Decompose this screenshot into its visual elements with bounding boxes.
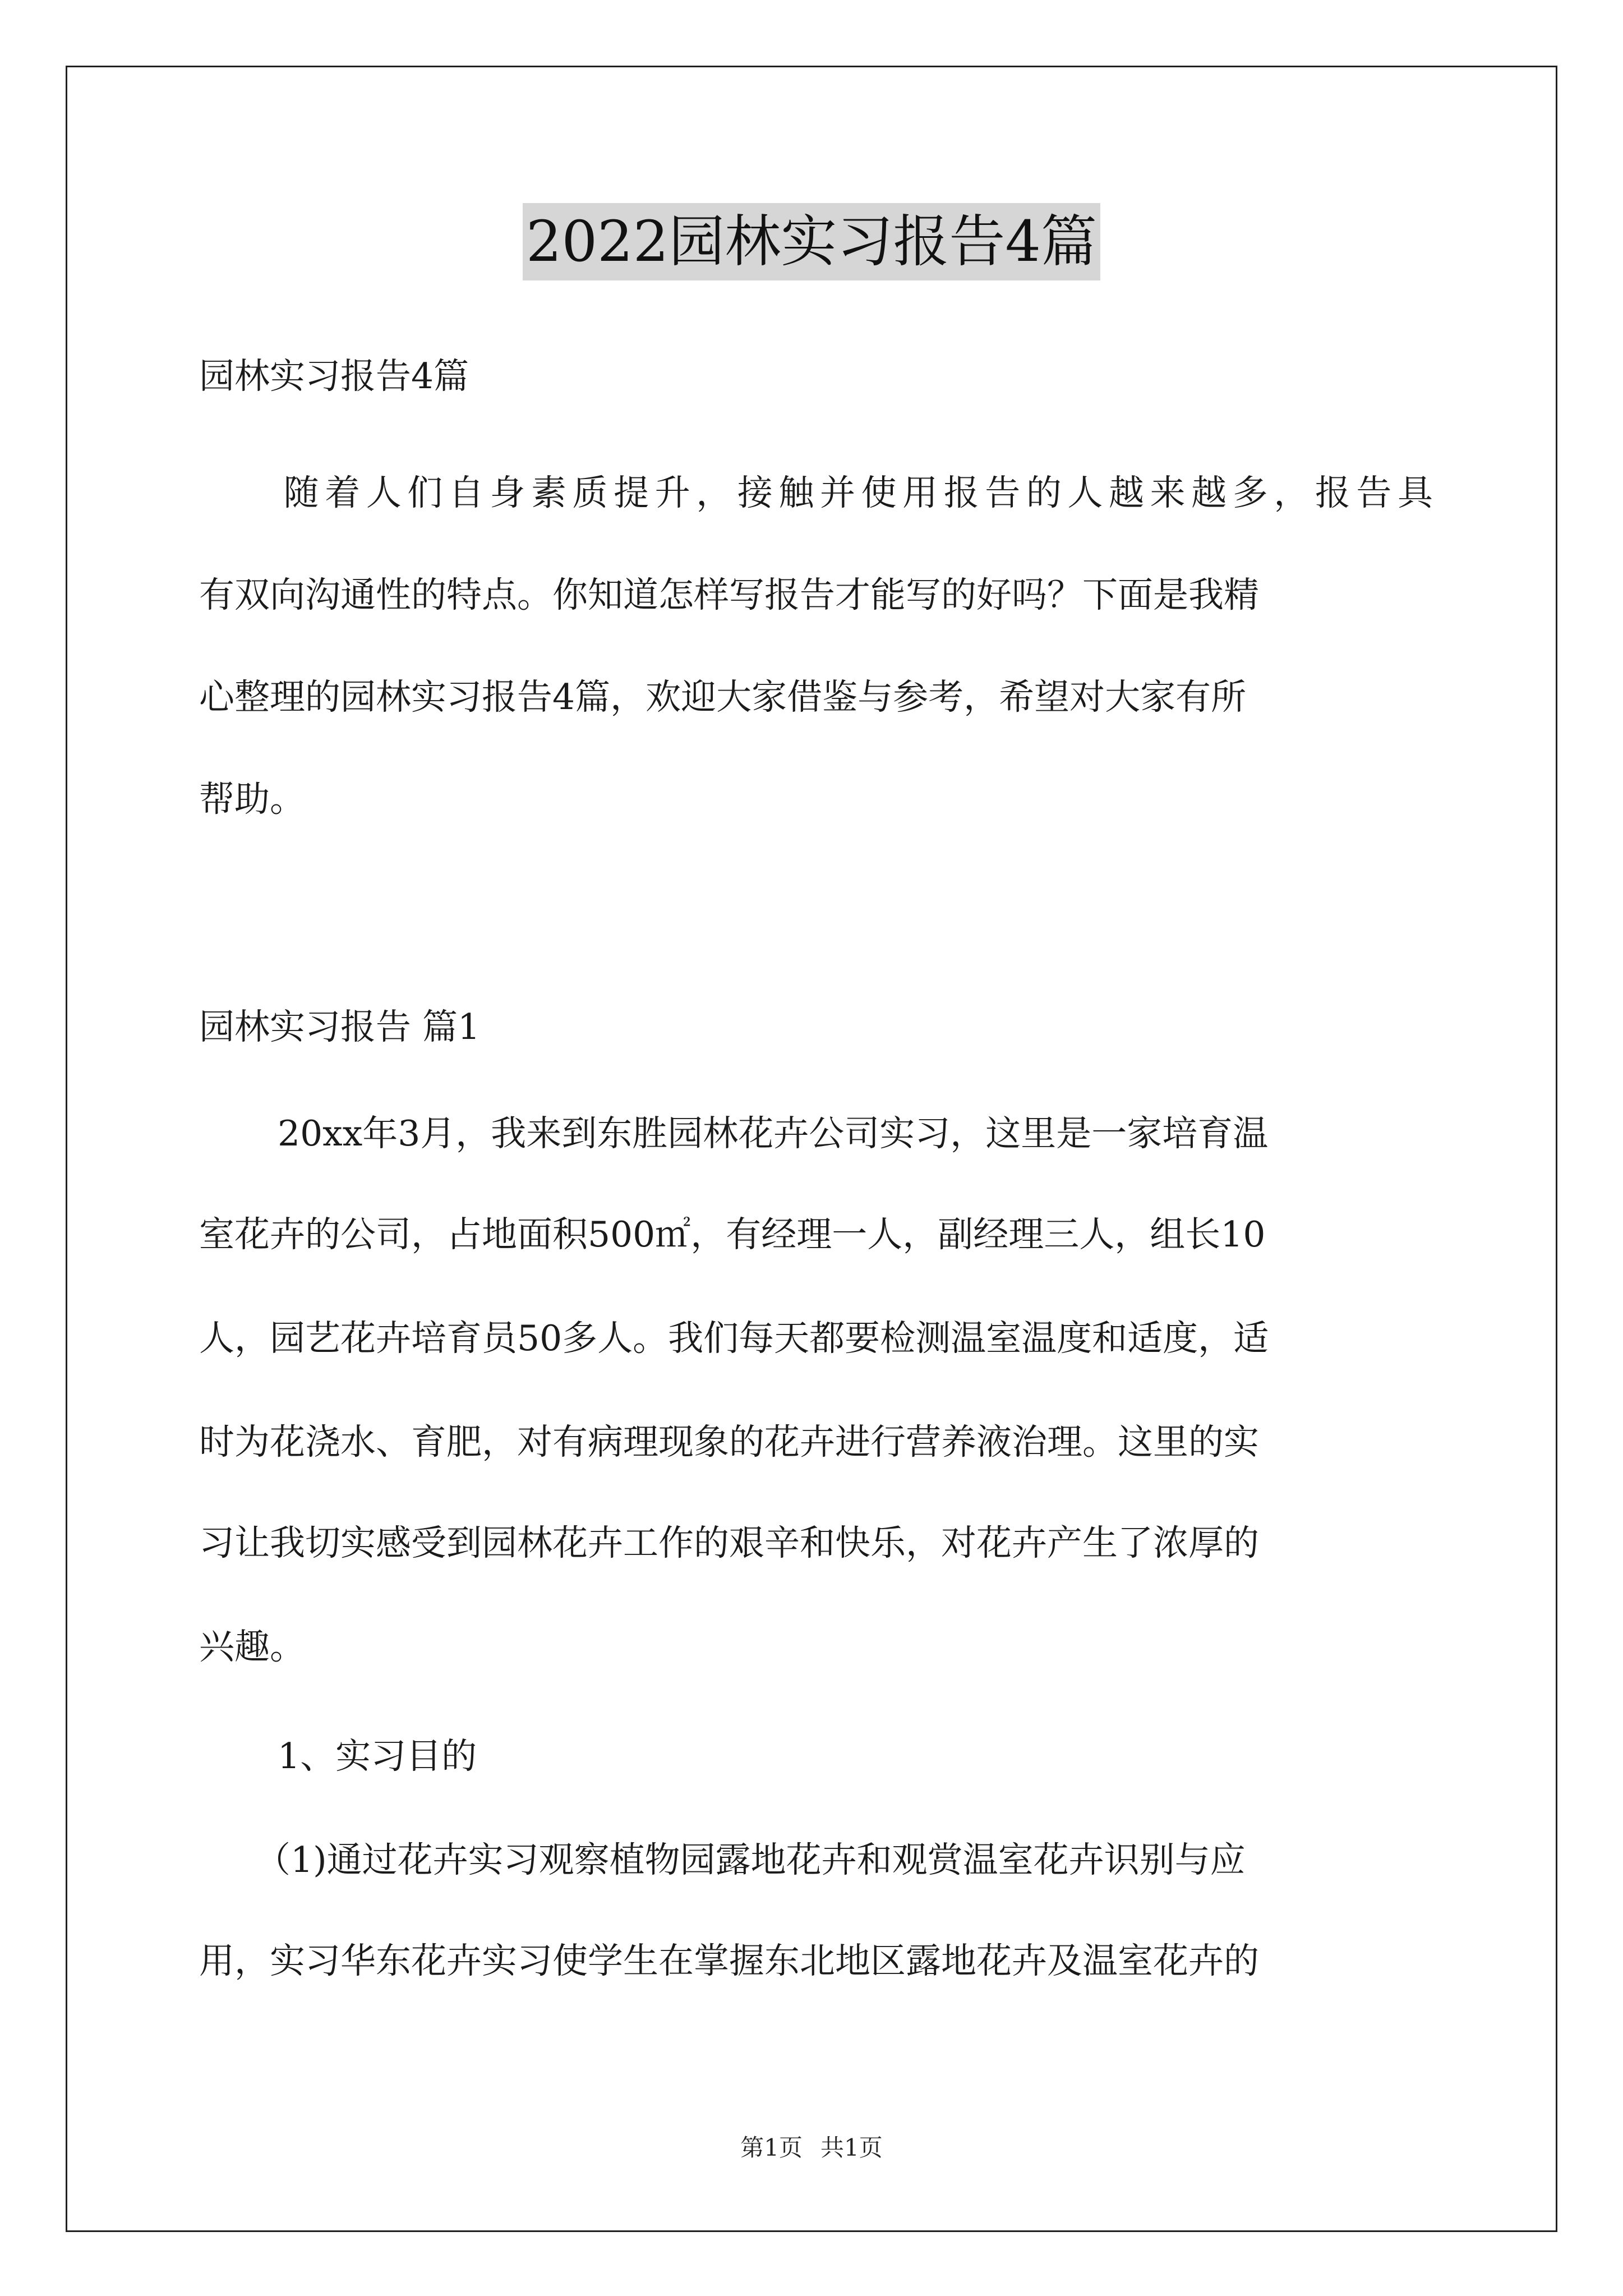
body-line-5: 习让我切实感受到园林花卉工作的艰辛和快乐，对花卉产生了浓厚的 — [199, 1522, 1259, 1563]
page-total: 共1页 — [820, 2134, 883, 2161]
item-line-2: 用，实习华东花卉实习使学生在掌握东北地区露地花卉及温室花卉的 — [199, 1940, 1259, 1981]
intro-line-2: 有双向沟通性的特点。你知道怎样写报告才能写的好吗？下面是我精 — [199, 574, 1259, 615]
page-footer — [0, 2129, 1623, 2163]
item-heading: 1、实习目的 — [278, 1736, 477, 1777]
body-line-1: 20xx年3月，我来到东胜园林花卉公司实习，这里是一家培育温 — [278, 1113, 1269, 1154]
item-line-1: （1)通过花卉实习观察植物园露地花卉和观赏温室花卉识别与应 — [255, 1839, 1246, 1880]
document-title: 2022园林实习报告4篇 — [523, 203, 1100, 280]
page-number: 第1页 — [740, 2134, 803, 2161]
body-line-2: 室花卉的公司，占地面积500㎡，有经理一人，副经理三人，组长10 — [199, 1214, 1266, 1255]
intro-line-4: 帮助。 — [199, 779, 305, 820]
body-line-3: 人，园艺花卉培育员50多人。我们每天都要检测温室温度和适度，适 — [199, 1318, 1269, 1359]
section-heading: 园林实习报告 篇1 — [199, 1006, 481, 1047]
intro-text-1: 随着人们自身素质提升，接触并使用报告的人越来越多，报告具 — [278, 472, 1433, 513]
intro-line-1 — [199, 464, 1433, 516]
intro-line-3: 心整理的园林实习报告4篇，欢迎大家借鉴与参考，希望对大家有所 — [199, 677, 1247, 717]
subtitle: 园林实习报告4篇 — [199, 356, 469, 397]
title-container — [0, 203, 1623, 280]
body-line-4: 时为花浇水、育肥，对有病理现象的花卉进行营养液治理。这里的实 — [199, 1421, 1259, 1462]
body-line-6: 兴趣。 — [199, 1626, 305, 1667]
